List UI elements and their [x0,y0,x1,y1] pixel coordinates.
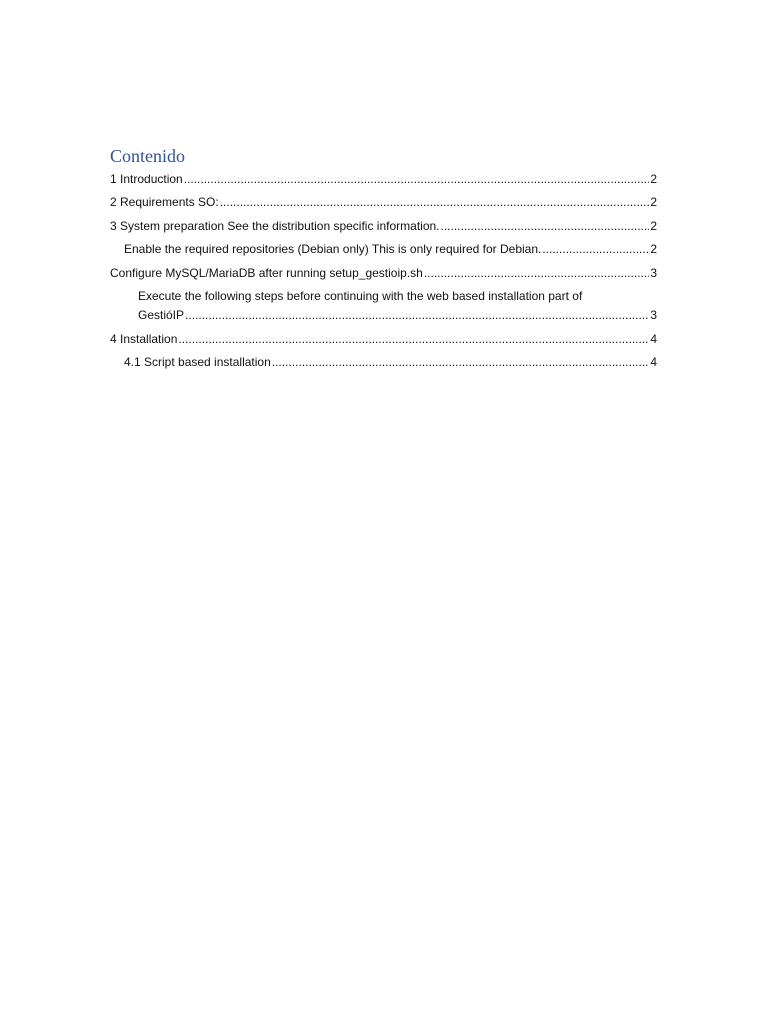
toc-entry-requirements[interactable] [110,194,657,210]
toc-page-number: 3 [650,266,657,280]
toc-entry-text-line2: GestióIP [138,308,185,322]
toc-dot-leader [220,194,650,210]
toc-entry-text: 2 Requirements SO: [110,195,219,209]
toc-entry-text-line1: Execute the following steps before continuing with the web based installation part of [138,289,583,303]
toc-entry-introduction[interactable] [110,171,657,187]
toc-title: Contenido [110,146,185,166]
toc-dot-leader [272,354,650,370]
toc-entry-system-preparation[interactable] [110,218,657,234]
toc-entry-enable-repositories[interactable] [124,241,657,257]
toc-page-number: 2 [650,219,657,233]
toc-entry-line2 [138,307,657,323]
toc-entry-text: 3 System preparation See the distribution specific information. [110,219,440,233]
toc-dot-leader [184,171,650,187]
toc-entry-script-installation[interactable] [124,354,657,370]
toc-dot-leader [424,265,649,281]
toc-page-number: 2 [650,195,657,209]
toc-entry-execute-steps[interactable] [138,288,657,323]
toc-entry-configure-mysql[interactable] [110,265,657,281]
toc-page-number: 3 [650,308,657,322]
toc-page-number: 2 [650,242,657,256]
toc-dot-leader [441,218,650,234]
toc-entry-text: Enable the required repositories (Debian only) This is only required for Debian. [124,242,542,256]
toc-entry-text: 4 Installation [110,332,178,346]
toc-entry-text: 4.1 Script based installation [124,355,271,369]
toc-page-number: 2 [650,172,657,186]
toc-page-number: 4 [650,355,657,369]
toc-dot-leader [178,331,649,347]
toc-dot-leader [542,241,649,257]
toc-entry-installation[interactable] [110,331,657,347]
toc-dot-leader [185,307,649,323]
toc-page-number: 4 [650,332,657,346]
toc-entry-text: 1 Introduction [110,172,183,186]
toc-entry-text: Configure MySQL/MariaDB after running setup_gestioip.sh [110,266,423,280]
